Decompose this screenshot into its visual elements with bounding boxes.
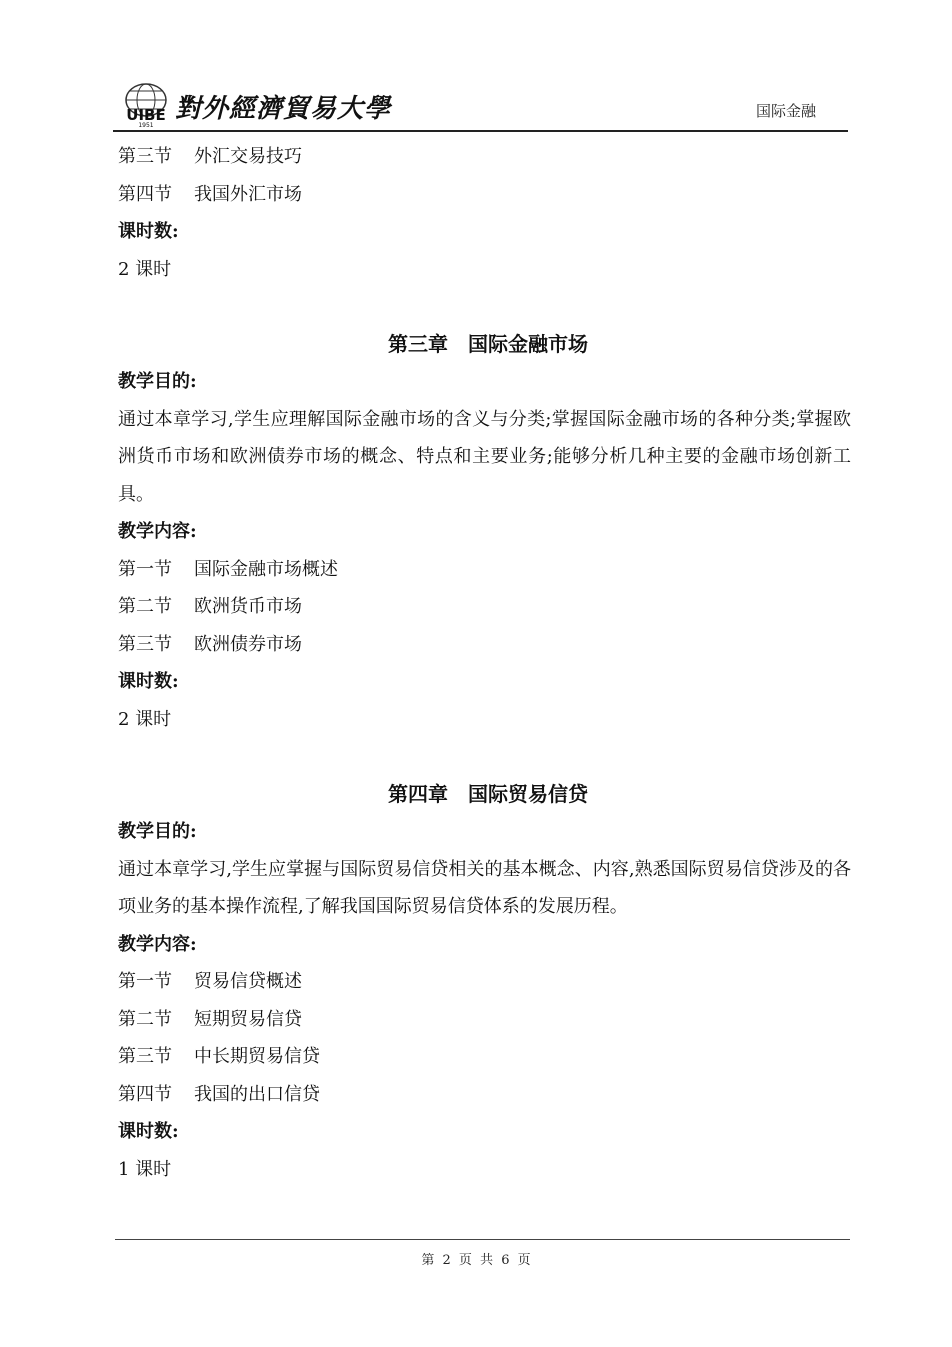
hours-value: 1 课时	[118, 1158, 172, 1180]
course-title: 国际金融	[755, 102, 816, 120]
hours-label: 课时数:	[118, 671, 179, 692]
section-item: 第三节 外汇交易技巧	[118, 146, 302, 167]
svg-text:UIBE: UIBE	[126, 106, 166, 124]
section-item: 第三节 欧洲债券市场	[118, 633, 302, 655]
purpose-text: 通过本章学习,学生应理解国际金融市场的含义与分类;掌握国际金融市场的各种分类;掌握欧洲货币市场和欧洲债券市场的概念、特点和主要业务;能够分析几种主要的金融市场创新工具。	[118, 408, 851, 505]
purpose-label: 教学目的:	[118, 371, 197, 392]
hours-value: 2 课时	[118, 708, 172, 730]
page-header	[113, 80, 848, 132]
section-item: 第一节 贸易信贷概述	[118, 971, 302, 992]
hours-label: 课时数:	[118, 1121, 179, 1142]
purpose-text: 通过本章学习,学生应掌握与国际贸易信贷相关的基本概念、内容,熟悉国际贸易信贷涉及的各项业务的基本操作流程,了解我国国际贸易信贷体系的发展历程。	[118, 858, 851, 917]
purpose-label: 教学目的:	[118, 821, 197, 842]
section-item: 第四节 我国外汇市场	[118, 183, 302, 205]
section-item: 第四节 我国的出口信贷	[118, 1083, 320, 1105]
content-label: 教学内容:	[118, 521, 197, 542]
hours-label: 课时数:	[118, 221, 179, 242]
footer-divider	[115, 1239, 850, 1240]
section-item: 第一节 国际金融市场概述	[118, 558, 338, 580]
chapter-title: 第三章 国际金融市场	[388, 332, 588, 356]
svg-text:1951: 1951	[138, 122, 154, 128]
university-logo-icon	[116, 80, 176, 128]
page-number: 第 2 页 共 6 页	[421, 1253, 531, 1268]
document-body	[118, 138, 853, 1188]
hours-value: 2 课时	[118, 258, 172, 280]
chapter-title: 第四章 国际贸易信贷	[388, 782, 588, 806]
section-item: 第二节 欧洲货币市场	[118, 596, 302, 617]
university-name: 對外經濟貿易大學	[175, 94, 392, 124]
section-item: 第三节 中长期贸易信贷	[118, 1046, 320, 1067]
section-item: 第二节 短期贸易信贷	[118, 1008, 302, 1030]
content-label: 教学内容:	[118, 933, 197, 955]
